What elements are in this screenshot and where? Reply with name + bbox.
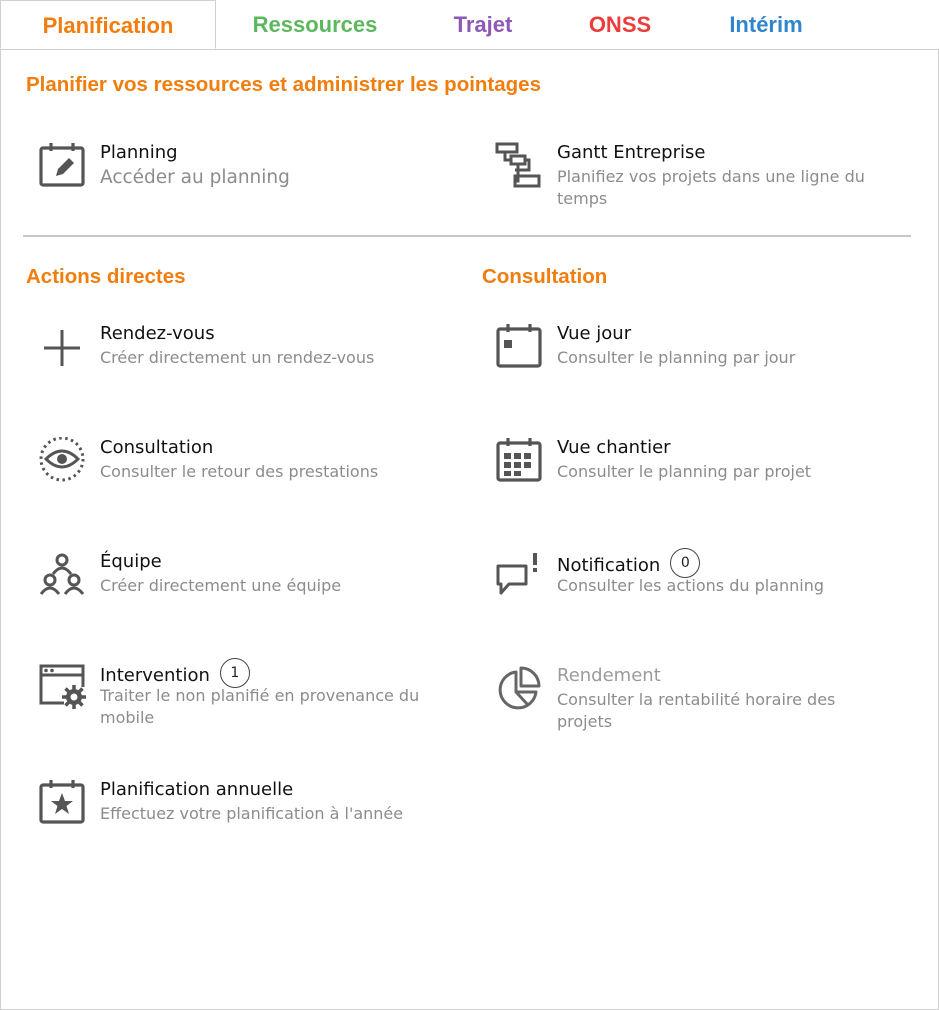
intervention-title: Intervention <box>100 665 210 686</box>
section-title-consultation: Consultation <box>482 265 608 288</box>
section-title-actions: Actions directes <box>26 265 186 288</box>
tab-interim[interactable]: Intérim <box>729 12 803 37</box>
calendar-grid-icon <box>495 437 545 487</box>
rendement-title: Rendement <box>557 665 661 686</box>
section-title-planifier: Planifier vos ressources et administrer les pointages <box>26 73 541 96</box>
vuejour-title: Vue jour <box>557 323 632 344</box>
calendar-day-icon <box>495 323 545 373</box>
vuejour-desc: Consulter le planning par jour <box>557 348 796 367</box>
annuelle-title: Planification annuelle <box>100 779 294 800</box>
pie-chart-icon <box>495 665 545 715</box>
intervention-desc: Traiter le non planifié en provenance du mobile <box>100 686 420 727</box>
tab-ressources[interactable]: Ressources <box>252 12 378 37</box>
equipe-desc: Créer directement une équipe <box>100 576 342 595</box>
planning-title: Planning <box>100 142 178 163</box>
notification-title: Notification <box>557 555 661 576</box>
tab-bar <box>0 0 939 50</box>
window-gear-icon <box>38 661 88 711</box>
eye-icon <box>38 437 88 487</box>
vuechantier-desc: Consulter le planning par projet <box>557 462 812 481</box>
rendezvous-title: Rendez-vous <box>100 323 215 344</box>
annuelle-desc: Effectuez votre planification à l'année <box>100 804 404 823</box>
plus-icon <box>38 323 88 373</box>
notification-count-badge: 0 <box>670 548 700 578</box>
calendar-edit-icon <box>38 142 88 192</box>
tab-onss[interactable]: ONSS <box>588 12 652 37</box>
section-divider <box>23 235 911 237</box>
chat-alert-icon <box>495 551 545 601</box>
team-icon <box>38 551 88 601</box>
consultation-desc: Consulter le retour des prestations <box>100 462 379 481</box>
notification-desc: Consulter les actions du planning <box>557 576 824 595</box>
rendement-desc: Consulter la rentabilité horaire des projets <box>557 690 836 731</box>
vuechantier-title: Vue chantier <box>557 437 671 458</box>
gantt-icon <box>495 142 545 192</box>
equipe-title: Équipe <box>100 551 162 572</box>
consultation-title: Consultation <box>100 437 214 458</box>
tab-trajet[interactable]: Trajet <box>453 12 513 37</box>
planning-desc: Accéder au planning <box>100 167 290 188</box>
calendar-star-icon <box>38 779 88 829</box>
gantt-title: Gantt Entreprise <box>557 142 706 163</box>
intervention-count-badge: 1 <box>220 658 250 688</box>
rendezvous-desc: Créer directement un rendez-vous <box>100 348 375 367</box>
gantt-desc: Planifiez vos projets dans une ligne du temps <box>557 167 865 208</box>
tab-planification[interactable]: Planification <box>0 0 216 49</box>
